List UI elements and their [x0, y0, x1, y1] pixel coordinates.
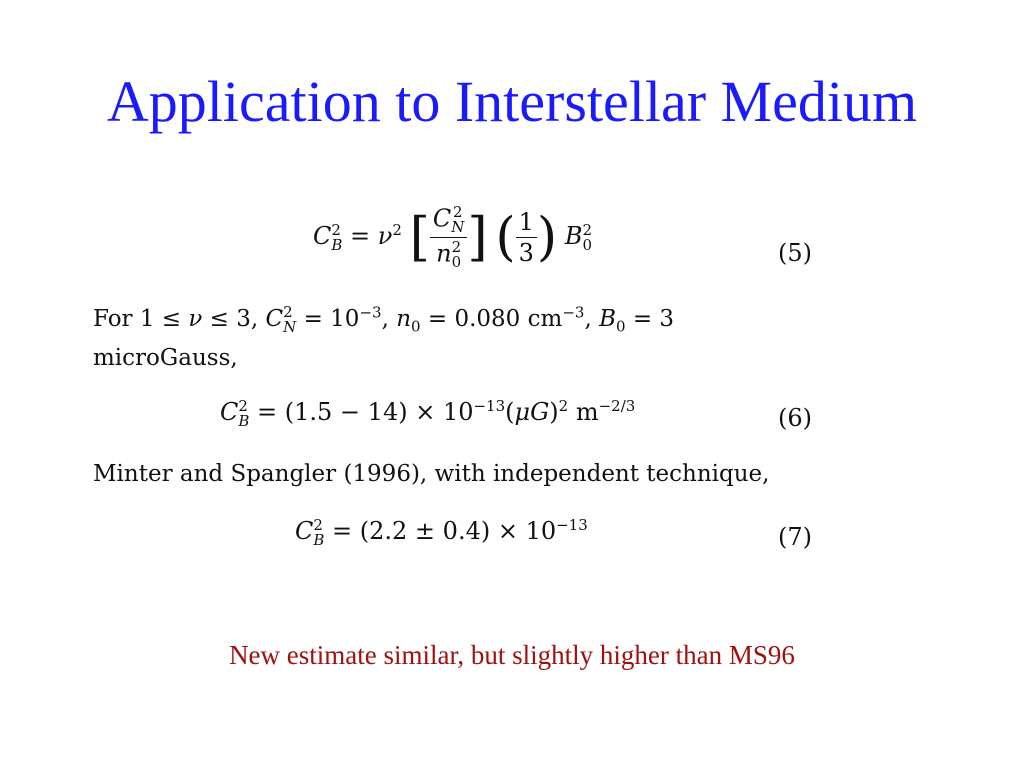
conclusion-caption: New estimate similar, but slightly higher than MS96: [229, 640, 795, 670]
nu-symbol: ν: [188, 306, 203, 332]
n0-symbol: n: [436, 239, 452, 268]
eq6-unit: m: [568, 398, 599, 426]
cb-sub: B: [313, 530, 325, 549]
equation-number-6: (6): [778, 404, 812, 432]
right-bracket: ]: [467, 207, 488, 268]
cn-sub: N: [283, 318, 297, 336]
reference-text: Minter and Spangler (1996), with independent technique,: [93, 461, 770, 487]
left-paren: (: [495, 207, 516, 268]
n0-sub: 0: [411, 317, 421, 336]
condition-range: ≤ 3,: [202, 306, 266, 332]
nu-symbol: ν: [377, 222, 393, 250]
equation-6: [220, 398, 635, 429]
slide-title: Application to Interstellar Medium: [106, 69, 918, 134]
paren-fraction: [516, 209, 537, 267]
cb-sub: B: [238, 411, 250, 430]
b0-value: = 3: [625, 306, 675, 332]
b0-symbol: B: [599, 306, 616, 332]
nu-sup: 2: [392, 221, 402, 239]
left-bracket: [: [409, 207, 430, 268]
condition-line-1: For 1 ≤ ν ≤ 3, C 2 N = $10^{-3}$, $n_0 = 0.080$ $cm^{-3}$, $B_0 = 3$: [93, 303, 675, 336]
equals-sign: =: [350, 222, 371, 250]
cn-symbol: C: [265, 306, 284, 332]
right-paren: ): [536, 207, 558, 268]
eq6-square: 2: [558, 397, 569, 415]
cn-exponent: −3: [359, 303, 382, 322]
equation-5: [313, 205, 592, 270]
fraction-denominator: 3: [518, 239, 534, 267]
cn-sup: 2: [283, 303, 293, 321]
b0-sub: 0: [582, 235, 593, 254]
n0-value: = 0.080 cm: [420, 306, 563, 332]
eq6-close-paren: ): [549, 398, 559, 426]
cb-sup: 2: [313, 515, 323, 534]
eq6-exponent: −13: [473, 397, 506, 415]
equation-number-7: (7): [778, 523, 812, 551]
fraction-numerator: 1: [516, 209, 537, 238]
condition-line-2: microGauss,: [93, 345, 238, 371]
eq6-unit-exponent: −2/3: [598, 397, 636, 415]
eq6-open-paren: (: [505, 398, 515, 426]
microgauss-symbol: μG: [514, 398, 550, 426]
n0-sup: 2: [451, 238, 462, 256]
cn-sup: 2: [453, 203, 463, 221]
equation-7: [295, 517, 588, 548]
n0-exponent: −3: [562, 303, 585, 322]
cn-sub: N: [451, 218, 465, 236]
cb-symbol: C: [295, 517, 314, 545]
eq7-value: = (2.2 ± 0.4) × 10: [324, 517, 557, 545]
b0-symbol: B: [564, 222, 583, 250]
cb-symbol: C: [313, 222, 332, 250]
b0-sup: 2: [582, 220, 593, 239]
cb-sub: B: [331, 235, 343, 254]
cb-symbol: C: [220, 398, 239, 426]
equation-number-5: (5): [778, 239, 812, 267]
cb-sup: 2: [331, 220, 341, 239]
n0-symbol: n: [396, 306, 412, 332]
cn-value: = 10: [296, 306, 360, 332]
eq7-exponent: −13: [556, 516, 588, 534]
n0-sub: 0: [451, 253, 462, 271]
cn-symbol: C: [432, 204, 452, 233]
bracket-fraction: [430, 205, 468, 270]
eq6-range: = (1.5 − 14) × 10: [249, 398, 474, 426]
cb-sup: 2: [238, 396, 248, 415]
b0-sub: 0: [615, 317, 626, 336]
condition-prefix: For 1 ≤: [93, 306, 189, 332]
